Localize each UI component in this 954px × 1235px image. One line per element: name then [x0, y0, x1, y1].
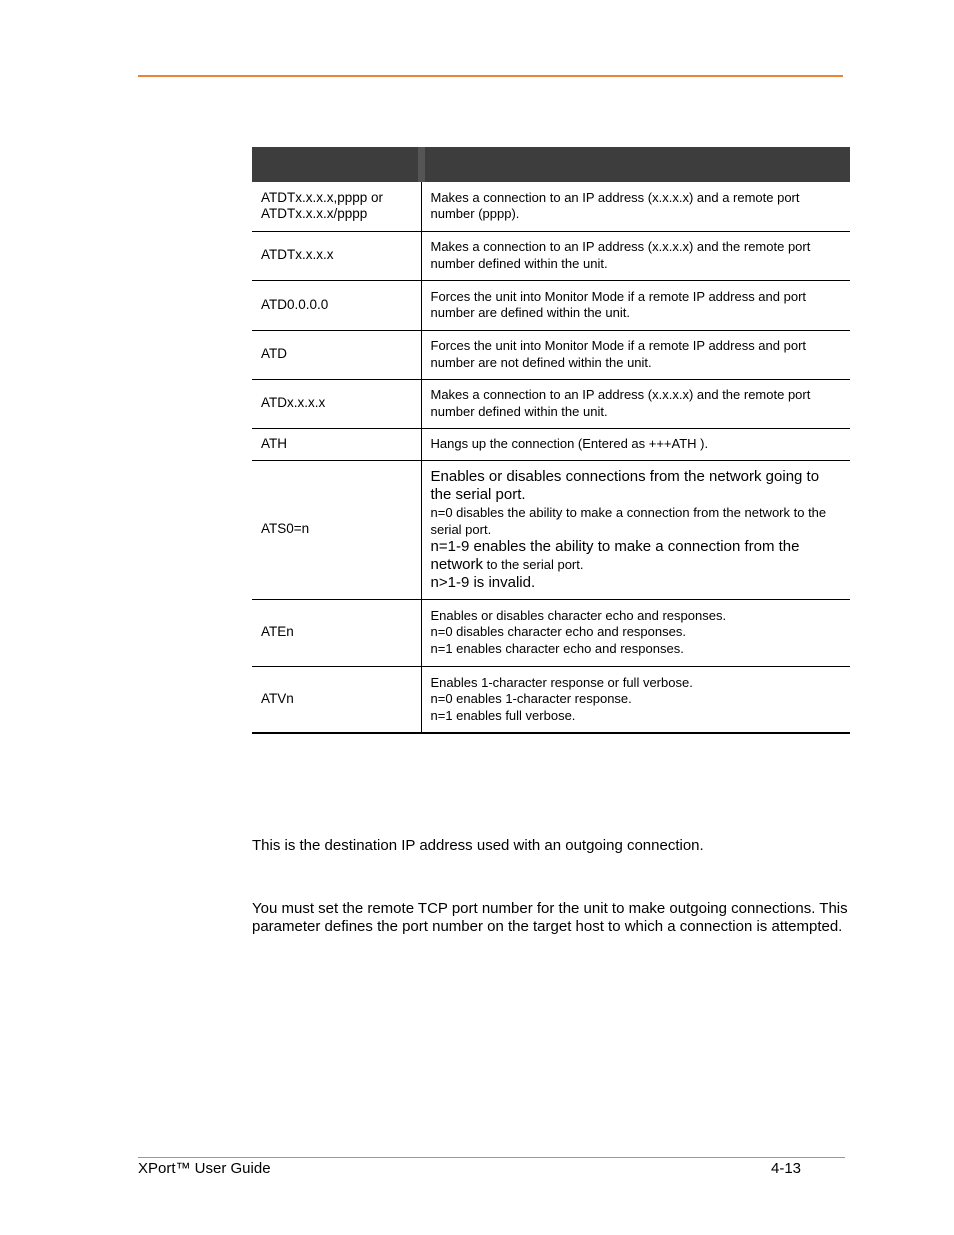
table-row-ats0 [252, 460, 850, 599]
table-row-aten [252, 599, 850, 666]
remote-ip-paragraph: This is the destination IP address used with an outgoing connection. [252, 837, 704, 854]
footer-page-number: 4-13 [771, 1160, 802, 1177]
table-row [252, 428, 850, 460]
table-row [252, 379, 850, 428]
footer-guide-title: XPort™ User Guide [138, 1160, 271, 1177]
description-cell: Hangs up the connection (Entered as +++ATH ). [421, 428, 850, 460]
description-cell: Makes a connection to an IP address (x.x.x.x) and the remote port number defined within the unit. [421, 231, 850, 280]
table-header-row [252, 147, 850, 182]
table-row [252, 231, 850, 280]
command-cell: ATDTx.x.x.x [252, 231, 421, 280]
description-cell: Forces the unit into Monitor Mode if a remote IP address and port number are not defined within the unit. [421, 330, 850, 379]
command-cell: ATD0.0.0.0 [252, 280, 421, 330]
description-cell [421, 460, 850, 599]
ats0-line-3a: n=1-9 enables the ability to make a connection from the network [430, 537, 800, 573]
command-cell: ATVn [252, 666, 421, 733]
atvn-line-3: n=1 enables full verbose. [430, 707, 576, 723]
remote-port-paragraph: You must set the remote TCP port number for the unit to make outgoing connections. This parameter defines the port number on the target host to which a connection is attempted. [252, 900, 848, 935]
command-cell: ATS0=n [252, 460, 421, 599]
table-row [252, 182, 850, 231]
command-cell: ATDx.x.x.x [252, 379, 421, 428]
ats0-line-3b: to the serial port. [483, 556, 584, 572]
description-cell [421, 666, 850, 733]
description-cell: Makes a connection to an IP address (x.x.x.x) and a remote port number (pppp). [421, 182, 850, 231]
aten-line-3: n=1 enables character echo and responses. [430, 640, 684, 656]
description-cell: Forces the unit into Monitor Mode if a remote IP address and port number are defined within the unit. [421, 280, 850, 330]
table-row [252, 280, 850, 330]
footer-rule [138, 1157, 845, 1158]
description-cell [421, 599, 850, 666]
command-cell: ATDTx.x.x.x,pppp or ATDTx.x.x.x/pppp [252, 182, 421, 231]
ats0-line-2: n=0 disables the ability to make a connection from the network to the serial port. [430, 504, 827, 537]
atvn-line-2: n=0 enables 1-character response. [430, 691, 632, 706]
header-cell-function [421, 147, 850, 182]
header-rule [138, 75, 843, 77]
table-row [252, 330, 850, 379]
command-cell: ATD [252, 330, 421, 379]
ats0-line-3 [431, 538, 842, 574]
command-cell: ATH [252, 428, 421, 460]
table-row-atvn [252, 666, 850, 733]
at-command-table [252, 147, 850, 734]
ats0-line-1: Enables or disables connections from the network going to the serial port. [430, 467, 820, 503]
aten-line-1: Enables or disables character echo and responses. [430, 607, 727, 623]
aten-line-2: n=0 disables character echo and responses. [430, 624, 686, 640]
command-cell: ATEn [252, 599, 421, 666]
atvn-line-1: Enables 1-character response or full verbose. [430, 674, 693, 690]
description-cell: Makes a connection to an IP address (x.x.x.x) and the remote port number defined within the unit. [421, 379, 850, 428]
ats0-line-4: n>1-9 is invalid. [430, 573, 536, 591]
header-cell-command [252, 147, 421, 182]
